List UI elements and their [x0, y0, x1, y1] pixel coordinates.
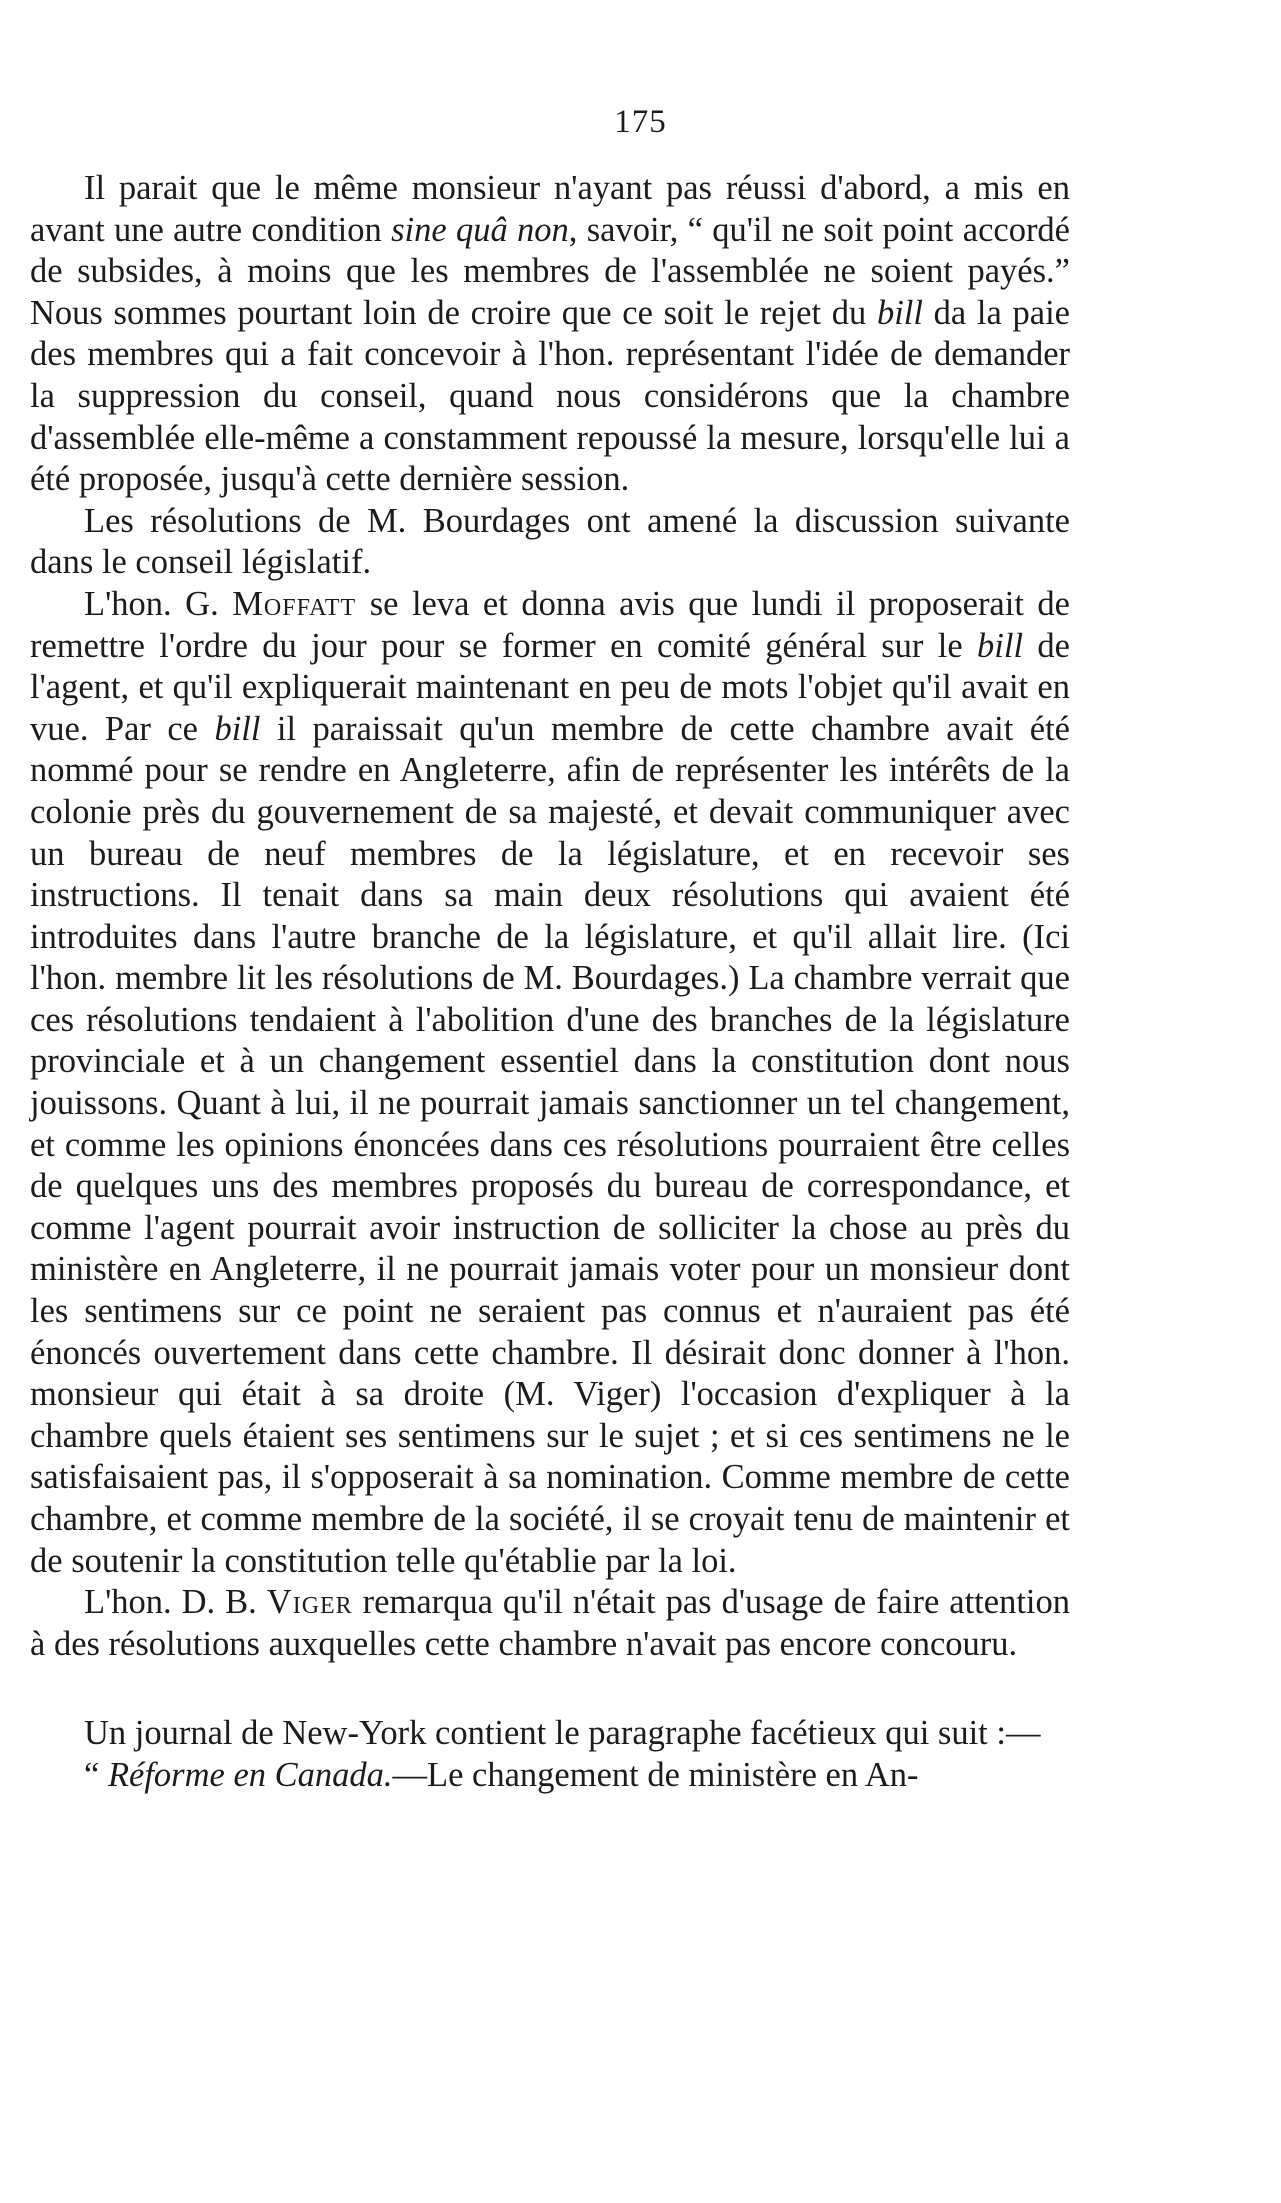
text-run: L'hon. D. B.	[84, 1583, 267, 1622]
paragraph-moffatt	[30, 584, 1070, 1582]
paragraph-resolutions: Les résolutions de M. Bourdages ont amené la discussion suivante dans le conseil législatif.	[30, 501, 1070, 582]
italic-term: bill	[977, 626, 1024, 665]
paragraph-quote	[30, 1755, 1070, 1797]
page-number: 175	[614, 104, 667, 140]
article-body	[30, 168, 1070, 1797]
paragraph-viger	[30, 1582, 1070, 1665]
italic-heading: Réforme en Canada.	[107, 1755, 393, 1794]
speaker-name: Moffatt	[232, 584, 357, 623]
text-run: L'hon. G.	[84, 584, 233, 623]
text-run: “	[84, 1755, 108, 1794]
text-run: Il parait que le même monsieur n'ayant pas réussi d'abord, a mis en avant une autre condition	[30, 169, 1070, 249]
text-run: —Le changement de ministère en An-	[392, 1755, 919, 1794]
text-run: da la paie des membres qui a fait concevoir à l'hon. représentant l'idée de demander la suppression du conseil, quand nous considérons que la chambre d'assemblée elle-même a constamment repoussé la mesure, lorsqu'elle lui a été proposée, jusqu'à cette dernière session.	[30, 293, 1070, 499]
text-run: remarqua qu'il n'était pas d'usage de faire attention à des résolutions auxquelles cette chambre n'avait pas encore concouru.	[30, 1583, 1070, 1663]
section-gap	[30, 1665, 1070, 1713]
italic-term: bill	[876, 293, 923, 332]
text-run: , savoir, “ qu'il ne soit point accordé de subsides, à moins que les membres de l'assemblée ne soient payés.” Nous sommes pourtant loin de croire que ce soit le rejet du	[30, 210, 1070, 332]
speaker-name: Viger	[266, 1583, 353, 1622]
text-run: se leva et donna avis que lundi il proposerait de remettre l'ordre du jour pour se former en comité général sur le	[30, 584, 1070, 665]
text-run: il paraissait qu'un membre de cette chambre avait été nommé pour se rendre en Angleterre, afin de représenter les intérêts de la colonie près du gouvernement de sa majesté, et devait communiquer avec un bureau de neuf membres de la législature, et en recevoir ses instructions. Il tenait dans sa main deux résolutions qui avaient été introduites dans l'autre branche de la législature, et qu'il allait lire. (Ici l'hon. membre lit les résolutions de M. Bourdages.) La chambre verrait que ces résolutions tendaient à l'abolition d'une des branches de la législature provinciale et à un changement essentiel dans la constitution dont nous jouissons. Quant à lui, il ne pourrait jamais sanctionner un tel changement, et comme les opinions énoncées dans ces résolutions pourraient être celles de quelques uns des membres proposés du bureau de correspondance, et comme l'agent pourrait avoir instruction de solliciter la chose au près du ministère en Angleterre, il ne pourrait jamais voter pour un monsieur dont les sentimens sur ce point ne seraient pas connus et n'auraient pas été énoncés ouvertement dans cette chambre. Il désirait donc donner à l'hon. monsieur qui était à sa droite (M. Viger) l'occasion d'expliquer à la chambre quels étaient ses sentimens sur le sujet ; et si ces sentimens ne le satisfaisaient pas, il s'opposerait à sa nomination. Comme membre de cette chambre, et comme membre de la société, il se croyait tenu de maintenir et de soutenir la constitution telle qu'établie par la loi.	[30, 709, 1070, 1580]
text-run: de l'agent, et qu'il expliquerait maintenant en peu de mots l'objet qu'il avait en vue. Par ce	[30, 626, 1070, 748]
italic-phrase: sine quâ non	[391, 210, 569, 249]
paragraph-subsidies	[30, 168, 1070, 501]
paragraph-new-york-journal: Un journal de New-York contient le paragraphe facétieux qui suit :—	[84, 1714, 1041, 1753]
italic-term: bill	[214, 709, 261, 748]
